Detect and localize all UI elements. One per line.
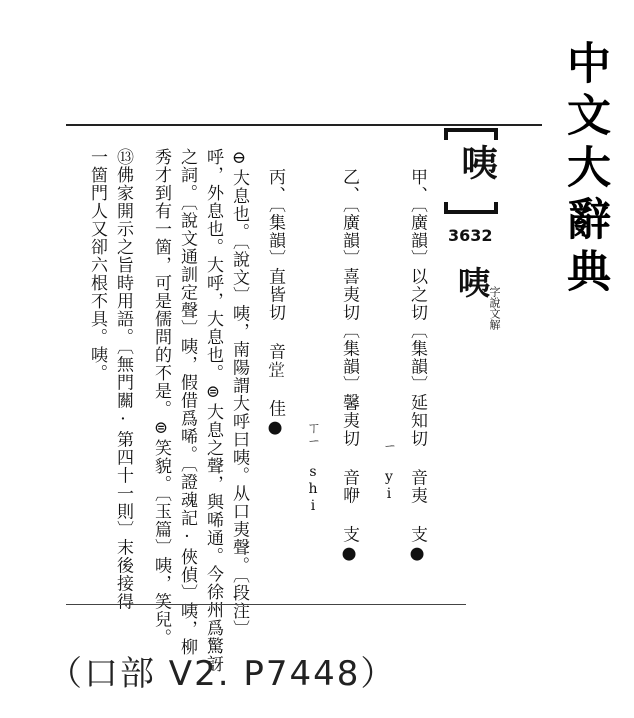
- seal-glyph: 咦: [458, 264, 491, 302]
- bottom-rule: [66, 604, 466, 605]
- reading-c: 丙、〔集韻〕直皆切 音𣥺 佳●: [265, 168, 285, 439]
- definition-line-1: ⊖大息也。〔說文〕咦，南陽謂大呼曰咦。从口夷聲。〔段注〕: [229, 148, 249, 638]
- entry-number: 3632: [448, 226, 493, 245]
- definition-line-2: 呼，外息也。大呼，大息也。⊜大息之聲，與唏通。今徐州爲驚訝: [203, 148, 223, 673]
- headword-bracket-top: [444, 128, 498, 140]
- definition-line-4: 秀才到有一箇，可是儒問的不是。⊜笑貌。〔玉篇〕咦，笑兒。: [151, 148, 171, 647]
- seal-source-note: 字說文解: [488, 286, 501, 330]
- reading-a-phonetic: ㄧ yi: [381, 440, 397, 504]
- reading-b-phonetic: ㄒㄧ shi: [305, 420, 321, 516]
- headword: 咦: [456, 144, 498, 180]
- reading-a: 甲、〔廣韻〕以之切〔集韻〕延知切 音夷 支●: [407, 168, 427, 565]
- reading-b: 乙、〔廣韻〕喜夷切〔集韻〕馨夷切 音咿 支●: [339, 168, 359, 565]
- definition-line-3: 之詞。〔說文通訓定聲〕咦，假借爲唏。〔證魂記·俠偵〕咦，柳: [177, 148, 197, 656]
- handwritten-note: （口部 V2. P7448）: [48, 654, 397, 694]
- definition-line-5: ⑬佛家開示之旨時用語。〔無門關·第四十一則〕末後接得: [113, 148, 133, 611]
- headword-box: [444, 128, 498, 214]
- definition-line-6: 一箇門人又卻六根不具。咦。: [87, 148, 107, 382]
- top-rule: [66, 124, 542, 126]
- headword-bracket-bottom: [444, 202, 498, 214]
- dictionary-title: 中文大辭典: [559, 40, 610, 300]
